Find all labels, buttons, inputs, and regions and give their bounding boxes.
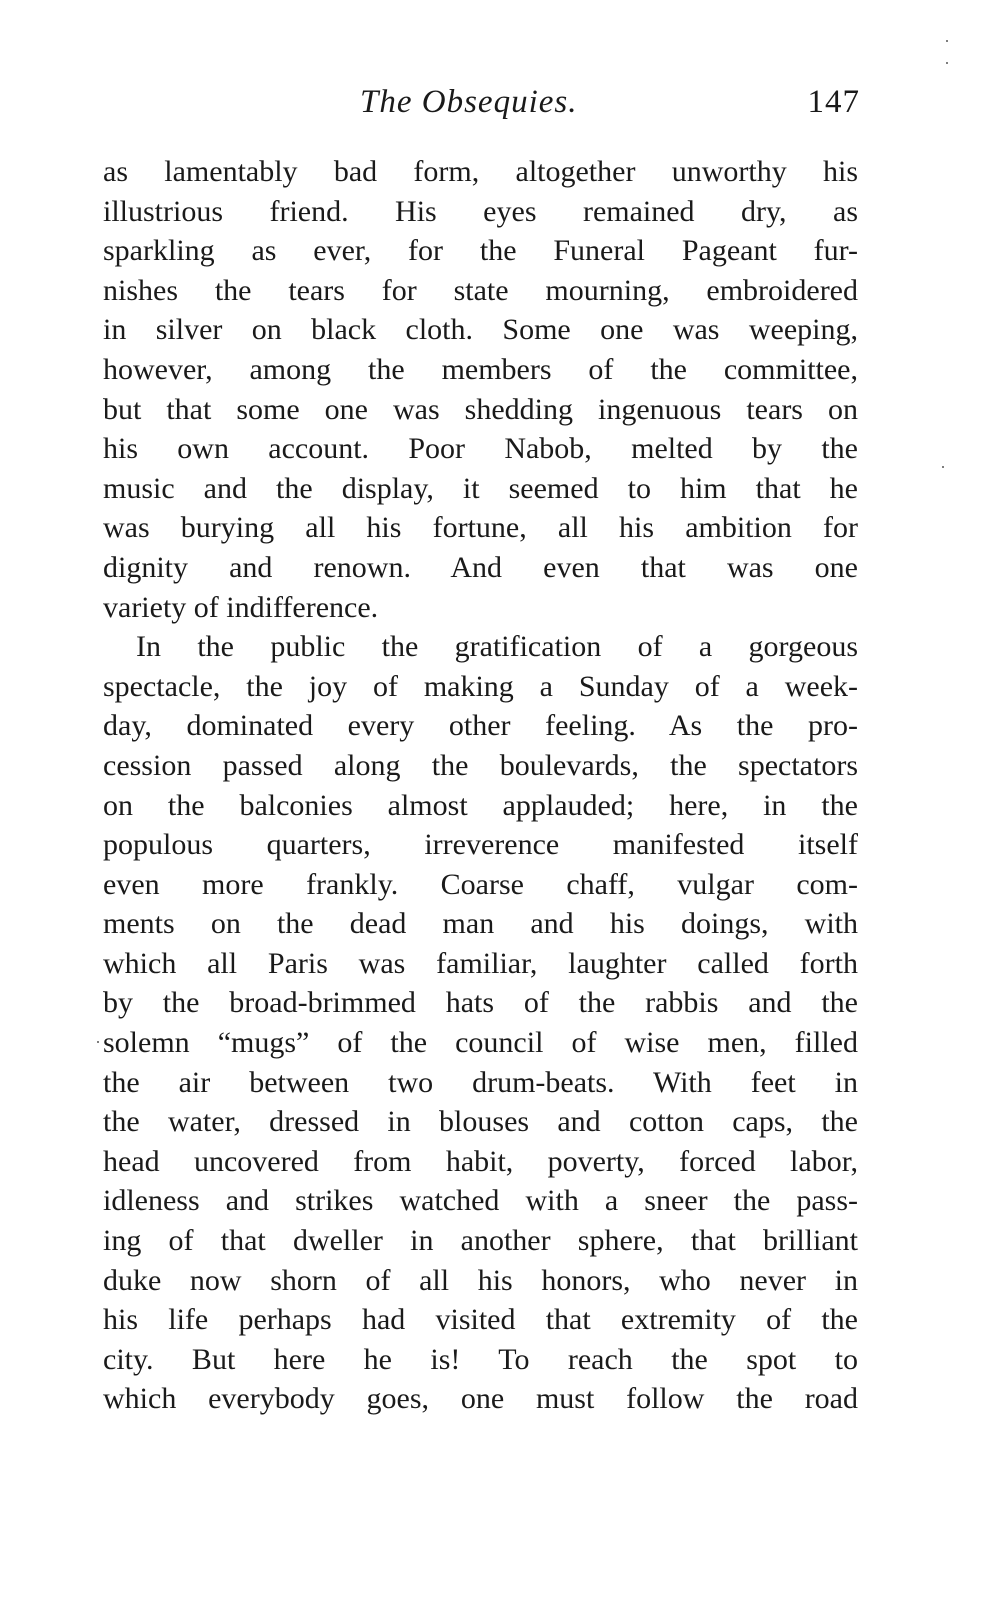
text-line: but that some one was shedding ingenuous tears on xyxy=(103,392,858,426)
text-line: dignity and renown. And even that was one xyxy=(103,550,858,584)
text-line: spectacle, the joy of making a Sunday of a week- xyxy=(103,669,858,703)
text-line: illustrious friend. His eyes remained dry, as xyxy=(103,194,858,228)
text-line: nishes the tears for state mourning, embroidered xyxy=(103,273,858,307)
text-line: head uncovered from habit, poverty, forced labor, xyxy=(103,1144,858,1178)
text-line: even more frankly. Coarse chaff, vulgar com- xyxy=(103,867,858,901)
text-line: his own account. Poor Nabob, melted by the xyxy=(103,432,858,466)
text-line: which everybody goes, one must follow the road xyxy=(103,1382,858,1416)
text-line: as lamentably bad form, altogether unworthy his xyxy=(103,155,858,188)
text-line: solemn “mugs” of the council of wise men, filled xyxy=(103,1026,858,1060)
text-line: by the broad-brimmed hats of the rabbis and the xyxy=(103,986,858,1020)
text-line: his life perhaps had visited that extremity of the xyxy=(103,1303,858,1337)
text-line: day, dominated every other feeling. As the pro- xyxy=(103,709,858,743)
scan-speck xyxy=(942,466,944,468)
text-line: the water, dressed in blouses and cotton caps, the xyxy=(103,1105,858,1139)
page-header xyxy=(105,78,860,128)
text-line: idleness and strikes watched with a sneer the pass- xyxy=(103,1184,858,1218)
text-line: variety of indifference. xyxy=(103,590,379,624)
text-line: however, among the members of the committee, xyxy=(103,352,858,386)
page-number: 147 xyxy=(807,84,860,120)
scan-speck xyxy=(97,1041,99,1043)
text-line: In the public the gratification of a gorgeous xyxy=(136,630,858,664)
text-line: duke now shorn of all his honors, who never in xyxy=(103,1263,858,1297)
scan-speck xyxy=(946,40,948,42)
text-line: which all Paris was familiar, laughter called forth xyxy=(103,946,858,980)
text-line: city. But here he is! To reach the spot to xyxy=(103,1342,858,1376)
text-line: cession passed along the boulevards, the spectators xyxy=(103,748,858,782)
text-line: the air between two drum-beats. With feet in xyxy=(103,1065,858,1099)
text-line: populous quarters, irreverence manifested itself xyxy=(103,828,858,862)
paragraph xyxy=(103,627,858,1419)
running-title: The Obsequies. xyxy=(360,84,578,120)
scan-speck xyxy=(946,62,948,64)
paragraph xyxy=(103,152,858,627)
text-line: ing of that dweller in another sphere, that brilliant xyxy=(103,1224,858,1258)
text-line: in silver on black cloth. Some one was weeping, xyxy=(103,313,858,347)
text-line: music and the display, it seemed to him that he xyxy=(103,471,858,505)
text-line: ments on the dead man and his doings, with xyxy=(103,907,858,941)
text-line: was burying all his fortune, all his ambition for xyxy=(103,511,858,545)
text-line: on the balconies almost applauded; here, in the xyxy=(103,788,858,822)
body-text xyxy=(103,152,858,1419)
text-line: sparkling as ever, for the Funeral Pageant fur- xyxy=(103,234,858,268)
